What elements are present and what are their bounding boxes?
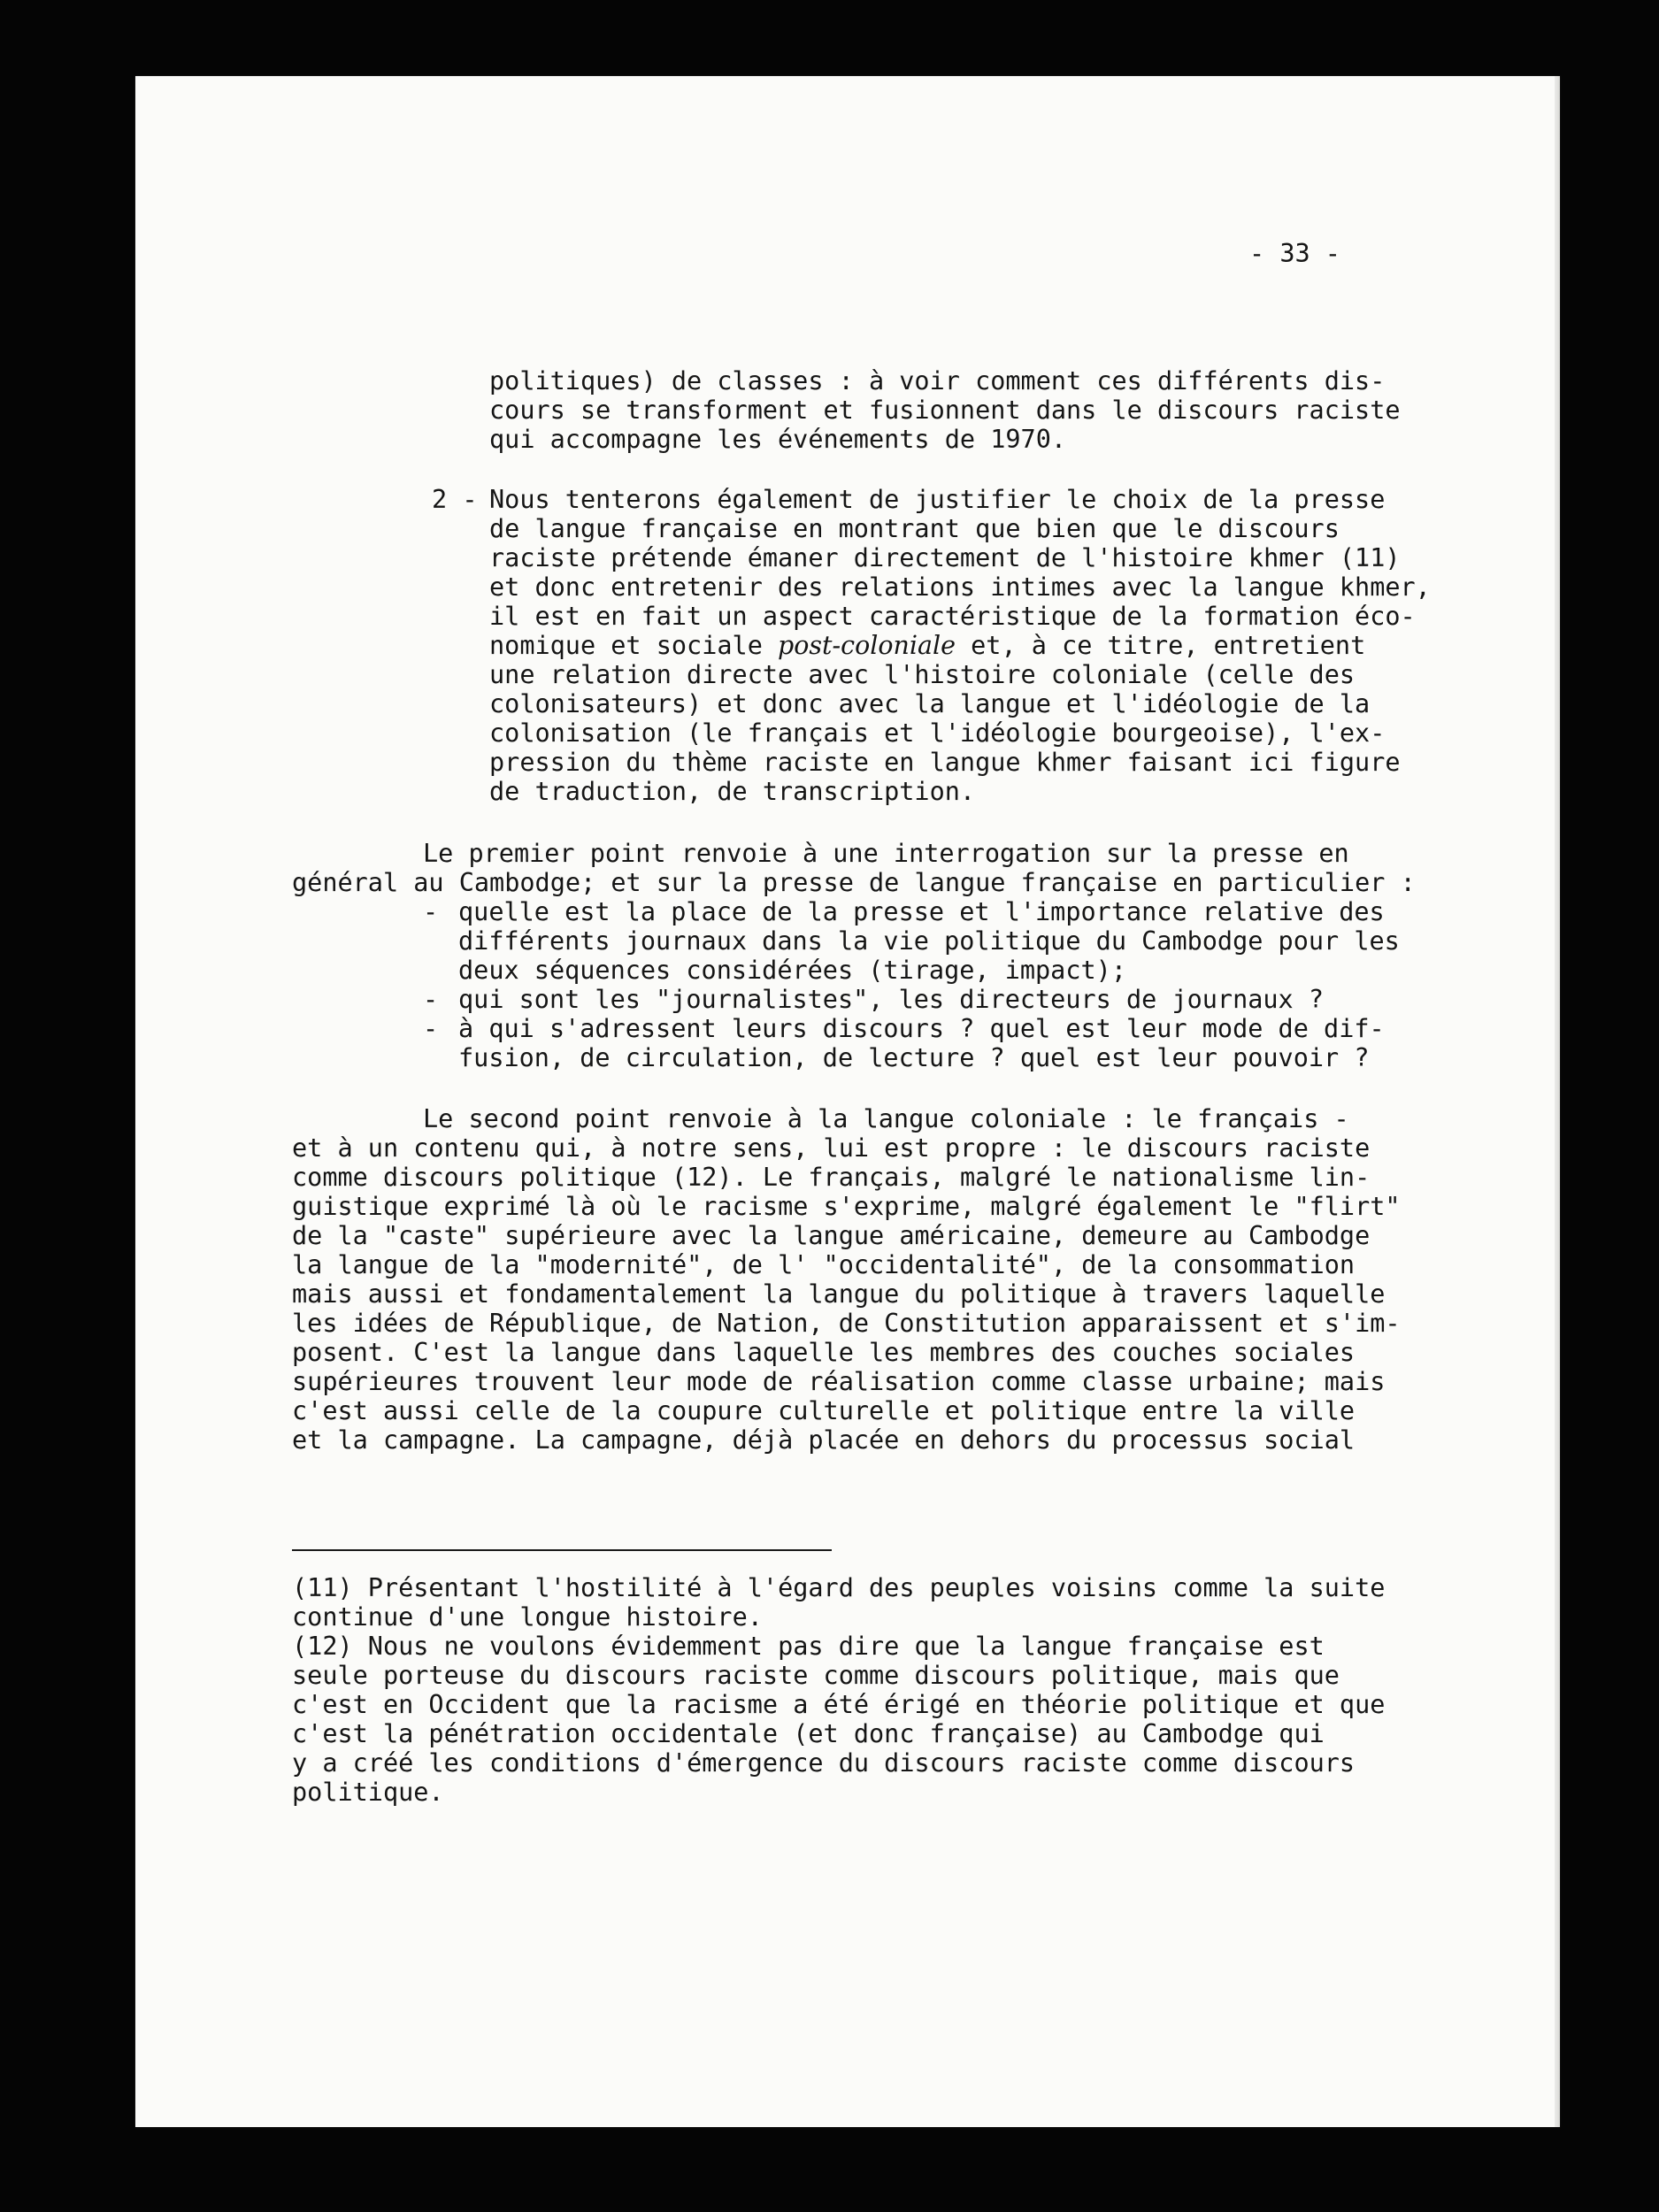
footnote-line-7: y a créé les conditions d'émergence du discours raciste comme discours xyxy=(292,1748,1356,1778)
paragraph-4-line-4: guistique exprimé là où le racisme s'exprime, malgré également le "flirt" xyxy=(292,1192,1401,1221)
question-1-marker: - xyxy=(423,897,439,926)
question-1-line-1: quelle est la place de la presse et l'importance relative des xyxy=(458,897,1385,926)
paragraph-3-line-1: Le premier point renvoie à une interrogation sur la presse en xyxy=(423,839,1349,868)
question-2-marker: - xyxy=(423,985,439,1014)
footnote-line-3: (12) Nous ne voulons évidemment pas dire que la langue française est xyxy=(292,1632,1325,1661)
item-2-line-9: colonisation (le français et l'idéologie bourgeoise), l'ex- xyxy=(489,718,1386,748)
footnote-line-2: continue d'une longue histoire. xyxy=(292,1602,763,1632)
page-number: - 33 - xyxy=(1249,239,1340,268)
paragraph-4-line-11: c'est aussi celle de la coupure culturelle et politique entre la ville xyxy=(292,1396,1356,1425)
item-2-line-5: il est en fait un aspect caractéristique de la formation éco- xyxy=(489,602,1416,631)
item-2-line-10: pression du thème raciste en langue khmer faisant ici figure xyxy=(489,748,1401,777)
footnote-line-5: c'est en Occident que la racisme a été érigé en théorie politique et que xyxy=(292,1690,1386,1719)
paragraph-4-line-3: comme discours politique (12). Le français, malgré le nationalisme lin- xyxy=(292,1163,1371,1192)
paragraph-4-line-12: et la campagne. La campagne, déjà placée en dehors du processus social xyxy=(292,1425,1356,1455)
item-2-line-1: Nous tenterons également de justifier le choix de la presse xyxy=(489,485,1386,514)
footnote-separator xyxy=(292,1549,832,1551)
paragraph-1-line-3: qui accompagne les événements de 1970. xyxy=(489,425,1067,454)
paragraph-4-line-7: mais aussi et fondamentalement la langue du politique à travers laquelle xyxy=(292,1279,1386,1309)
paragraph-1-line-2: cours se transforment et fusionnent dans le discours raciste xyxy=(489,396,1401,425)
paragraph-4-line-8: les idées de République, de Nation, de Constitution apparaissent et s'im- xyxy=(292,1309,1401,1338)
question-1-line-3: deux séquences considérées (tirage, impact); xyxy=(458,956,1126,985)
question-3-marker: - xyxy=(423,1014,439,1043)
footnote-line-6: c'est la pénétration occidentale (et donc française) au Cambodge qui xyxy=(292,1719,1325,1748)
item-2-line-6-end: et, à ce titre, entretient xyxy=(955,631,1366,660)
question-1-line-2: différents journaux dans la vie politique du Cambodge pour les xyxy=(458,926,1400,956)
paragraph-1-line-1: politiques) de classes : à voir comment ces différents dis- xyxy=(489,366,1386,396)
item-2-line-7: une relation directe avec l'histoire coloniale (celle des xyxy=(489,660,1356,689)
item-2-line-11: de traduction, de transcription. xyxy=(489,777,976,806)
paragraph-4-line-9: posent. C'est la langue dans laquelle les membres des couches sociales xyxy=(292,1338,1356,1367)
question-2-line-1: qui sont les "journalistes", les directeurs de journaux ? xyxy=(458,985,1325,1014)
footnote-line-1: (11) Présentant l'hostilité à l'égard des peuples voisins comme la suite xyxy=(292,1573,1386,1602)
item-2-line-4: et donc entretenir des relations intimes avec la langue khmer, xyxy=(489,572,1431,602)
paragraph-4-line-5: de la "caste" supérieure avec la langue américaine, demeure au Cambodge xyxy=(292,1221,1371,1250)
question-3-line-1: à qui s'adressent leurs discours ? quel est leur mode de dif- xyxy=(458,1014,1385,1043)
item-2-line-8: colonisateurs) et donc avec la langue et l'idéologie de la xyxy=(489,689,1371,718)
item-2-line-6 xyxy=(489,631,1365,660)
footnote-line-4: seule porteuse du discours raciste comme discours politique, mais que xyxy=(292,1661,1340,1690)
post-coloniale-emphasis: post-coloniale xyxy=(778,631,956,660)
item-2-marker: 2 - xyxy=(432,485,478,514)
item-2-line-2: de langue française en montrant que bien que le discours xyxy=(489,514,1340,543)
item-2-line-6-start: nomique et sociale xyxy=(489,631,779,660)
paragraph-4-line-10: supérieures trouvent leur mode de réalisation comme classe urbaine; mais xyxy=(292,1367,1386,1396)
item-2-line-3: raciste prétende émaner directement de l'histoire khmer (11) xyxy=(489,543,1401,572)
question-3-line-2: fusion, de circulation, de lecture ? quel est leur pouvoir ? xyxy=(458,1043,1370,1072)
paragraph-4-line-1: Le second point renvoie à la langue coloniale : le français - xyxy=(423,1104,1349,1133)
paragraph-4-line-2: et à un contenu qui, à notre sens, lui est propre : le discours raciste xyxy=(292,1133,1371,1163)
paragraph-3-line-2: général au Cambodge; et sur la presse de langue française en particulier : xyxy=(292,868,1416,897)
paragraph-4-line-6: la langue de la "modernité", de l' "occidentalité", de la consommation xyxy=(292,1250,1356,1279)
footnote-line-8: politique. xyxy=(292,1778,444,1807)
